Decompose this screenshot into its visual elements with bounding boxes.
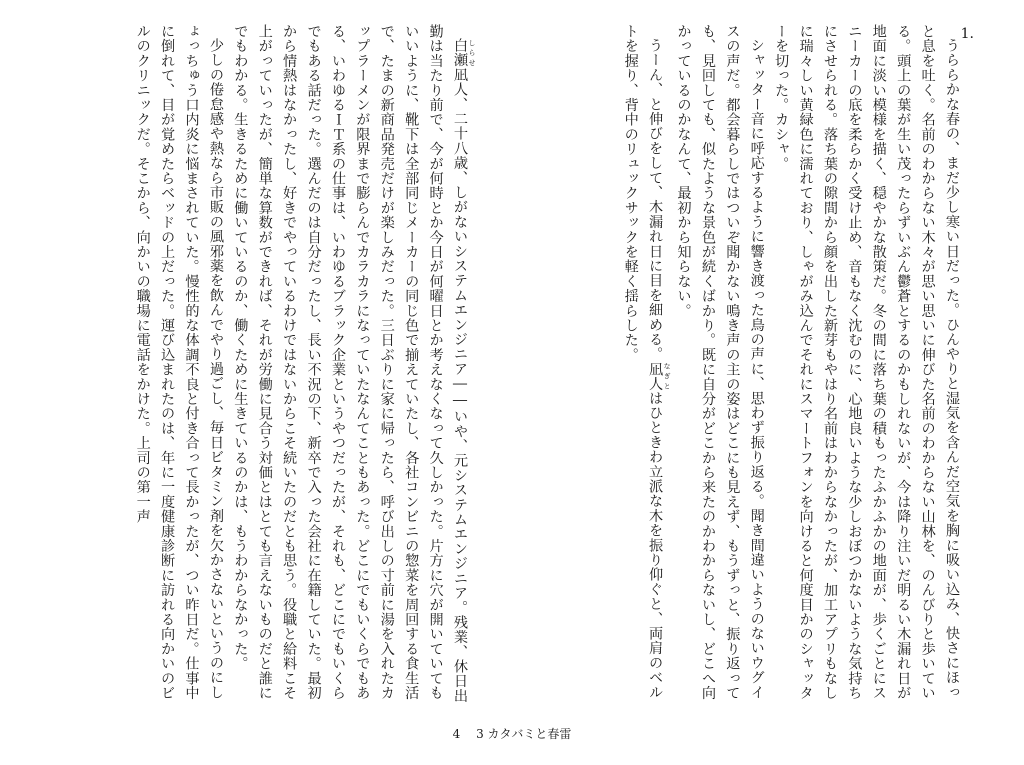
paragraph-3-text-b: はひときわ立派な木を振り仰ぐと、両肩のベルトを握り、背中のリュックサックを軽く揺らした。 bbox=[622, 24, 664, 700]
chapter-number: 1. bbox=[960, 26, 974, 42]
page-footer bbox=[0, 725, 1024, 742]
paragraph-3 bbox=[618, 24, 671, 704]
text-block-left bbox=[36, 24, 476, 704]
paragraph-3-text-a: うーん、と伸びをして、木漏れ日に目を細める。 bbox=[647, 38, 664, 362]
page-number: 4 bbox=[452, 727, 461, 741]
ruby-shirase bbox=[452, 38, 476, 68]
ruby-base-nagito: 凪人 bbox=[647, 361, 664, 391]
ruby-base-shirase: 白瀬 bbox=[452, 38, 468, 68]
running-title: 3 カタバミと春雷 bbox=[476, 727, 572, 741]
text-block-right bbox=[504, 24, 964, 704]
paragraph-4-text: 凪人、二十八歳、しがないシステムエンジニア――いや、元システムエンジニア。残業、休日出勤は当たり前で、今が何時とか今日が何曜日とか考えなくなって久しかった。片方に穴が開いていてもいいように、靴下は全部同じメーカーの同じ色で揃えていたし、各社コンビニの惣菜を周回する食生活で、たまの新商品発売だけが楽しみだった。三日ぶりに家に帰ったら、呼び出しの寸前に湯を入れたカップラーメンが限界まで膨らんでカラカラになっていたなんてこともあった。どこにでもいくらでもある、いわゆるＩＴ系の仕事は、いわゆるブラック企業というやつだったが、それも、どこにでもいくらでもある話だった。選んだのは自分だったし、長い不況の下、新卒で入った会社に在籍していた。最初から情熱はなかったし、好きでやっているわけではないからこそ続いたのだとも思う。役職と給料こそ上がっていったが、簡単な算数ができれば、それが労働に見合う対価とはとても言えないものだと誰にでもわかる。生きるために働いているのか、働くために生きているのかは、もうわからなかった。 bbox=[232, 24, 468, 704]
ruby-reading-shirase: しらせ bbox=[468, 38, 476, 68]
ruby-reading-nagito: なぎと bbox=[663, 361, 672, 391]
ruby-nagito bbox=[647, 361, 672, 391]
paragraph-5: 少しの倦怠感や熱なら市販の風邪薬を飲んでやり過ごし、毎日ビタミン剤を欠かさないというのにしょっちゅう口内炎に悩まされていた。慢性的な体調不良と付き合って長かったが、つい昨日だ。仕事中に倒れて、目が覚めたらベッドの上だった。運び込まれたのは、年に一度健康診断に訪れる向かいのビルのクリニックだ。そこから、向かいの職場に電話をかけた。上司の第一声 bbox=[134, 24, 224, 701]
paragraph-1: うららかな春の、まだ少し寒い日だった。ひんやりと湿気を含んだ空気を胸に吸い込み、快さにほっと息を吐く。名前のわからない木々が思い思いに伸びた名前のわからない山林を、のんびりと歩いている。頭上の葉が生い茂ったらずいぶん鬱蒼とするのかもしれないが、今は降り注いだ明るい木漏れ日が地面に淡い模様を描く、穏やかな散策だ。冬の間に落ち葉の積もったふかふかの地面が、歩くごとにスニーカーの底を柔らかく受け止め、音もなく沈むのに、心地良いような少しおぼつかないような気持ちにさせられる。落ち葉の隙間から顔を出した新芽もやはり名前はわからなかったが、加工アプリもなしに瑞々しい黄緑色に濡れており、しゃがみ込んでそれにスマートフォンを向けると何度目かのシャッターを切った。カシャ。 bbox=[773, 24, 960, 701]
paragraph-2: シャッター音に呼応するように響き渡った鳥の声に、思わず振り返る。聞き間違いようのないウグイスの声だ。都会暮らしではついぞ聞かない鳴き声の主の姿はどこにも見えず、もうずっと、振り返っても、見回しても、似たような景色が続くばかり。既に自分がどこから来たのかわからないし、どこへ向かっているのかなんて、最初から知らない。 bbox=[675, 24, 765, 701]
paragraph-4 bbox=[228, 24, 476, 704]
